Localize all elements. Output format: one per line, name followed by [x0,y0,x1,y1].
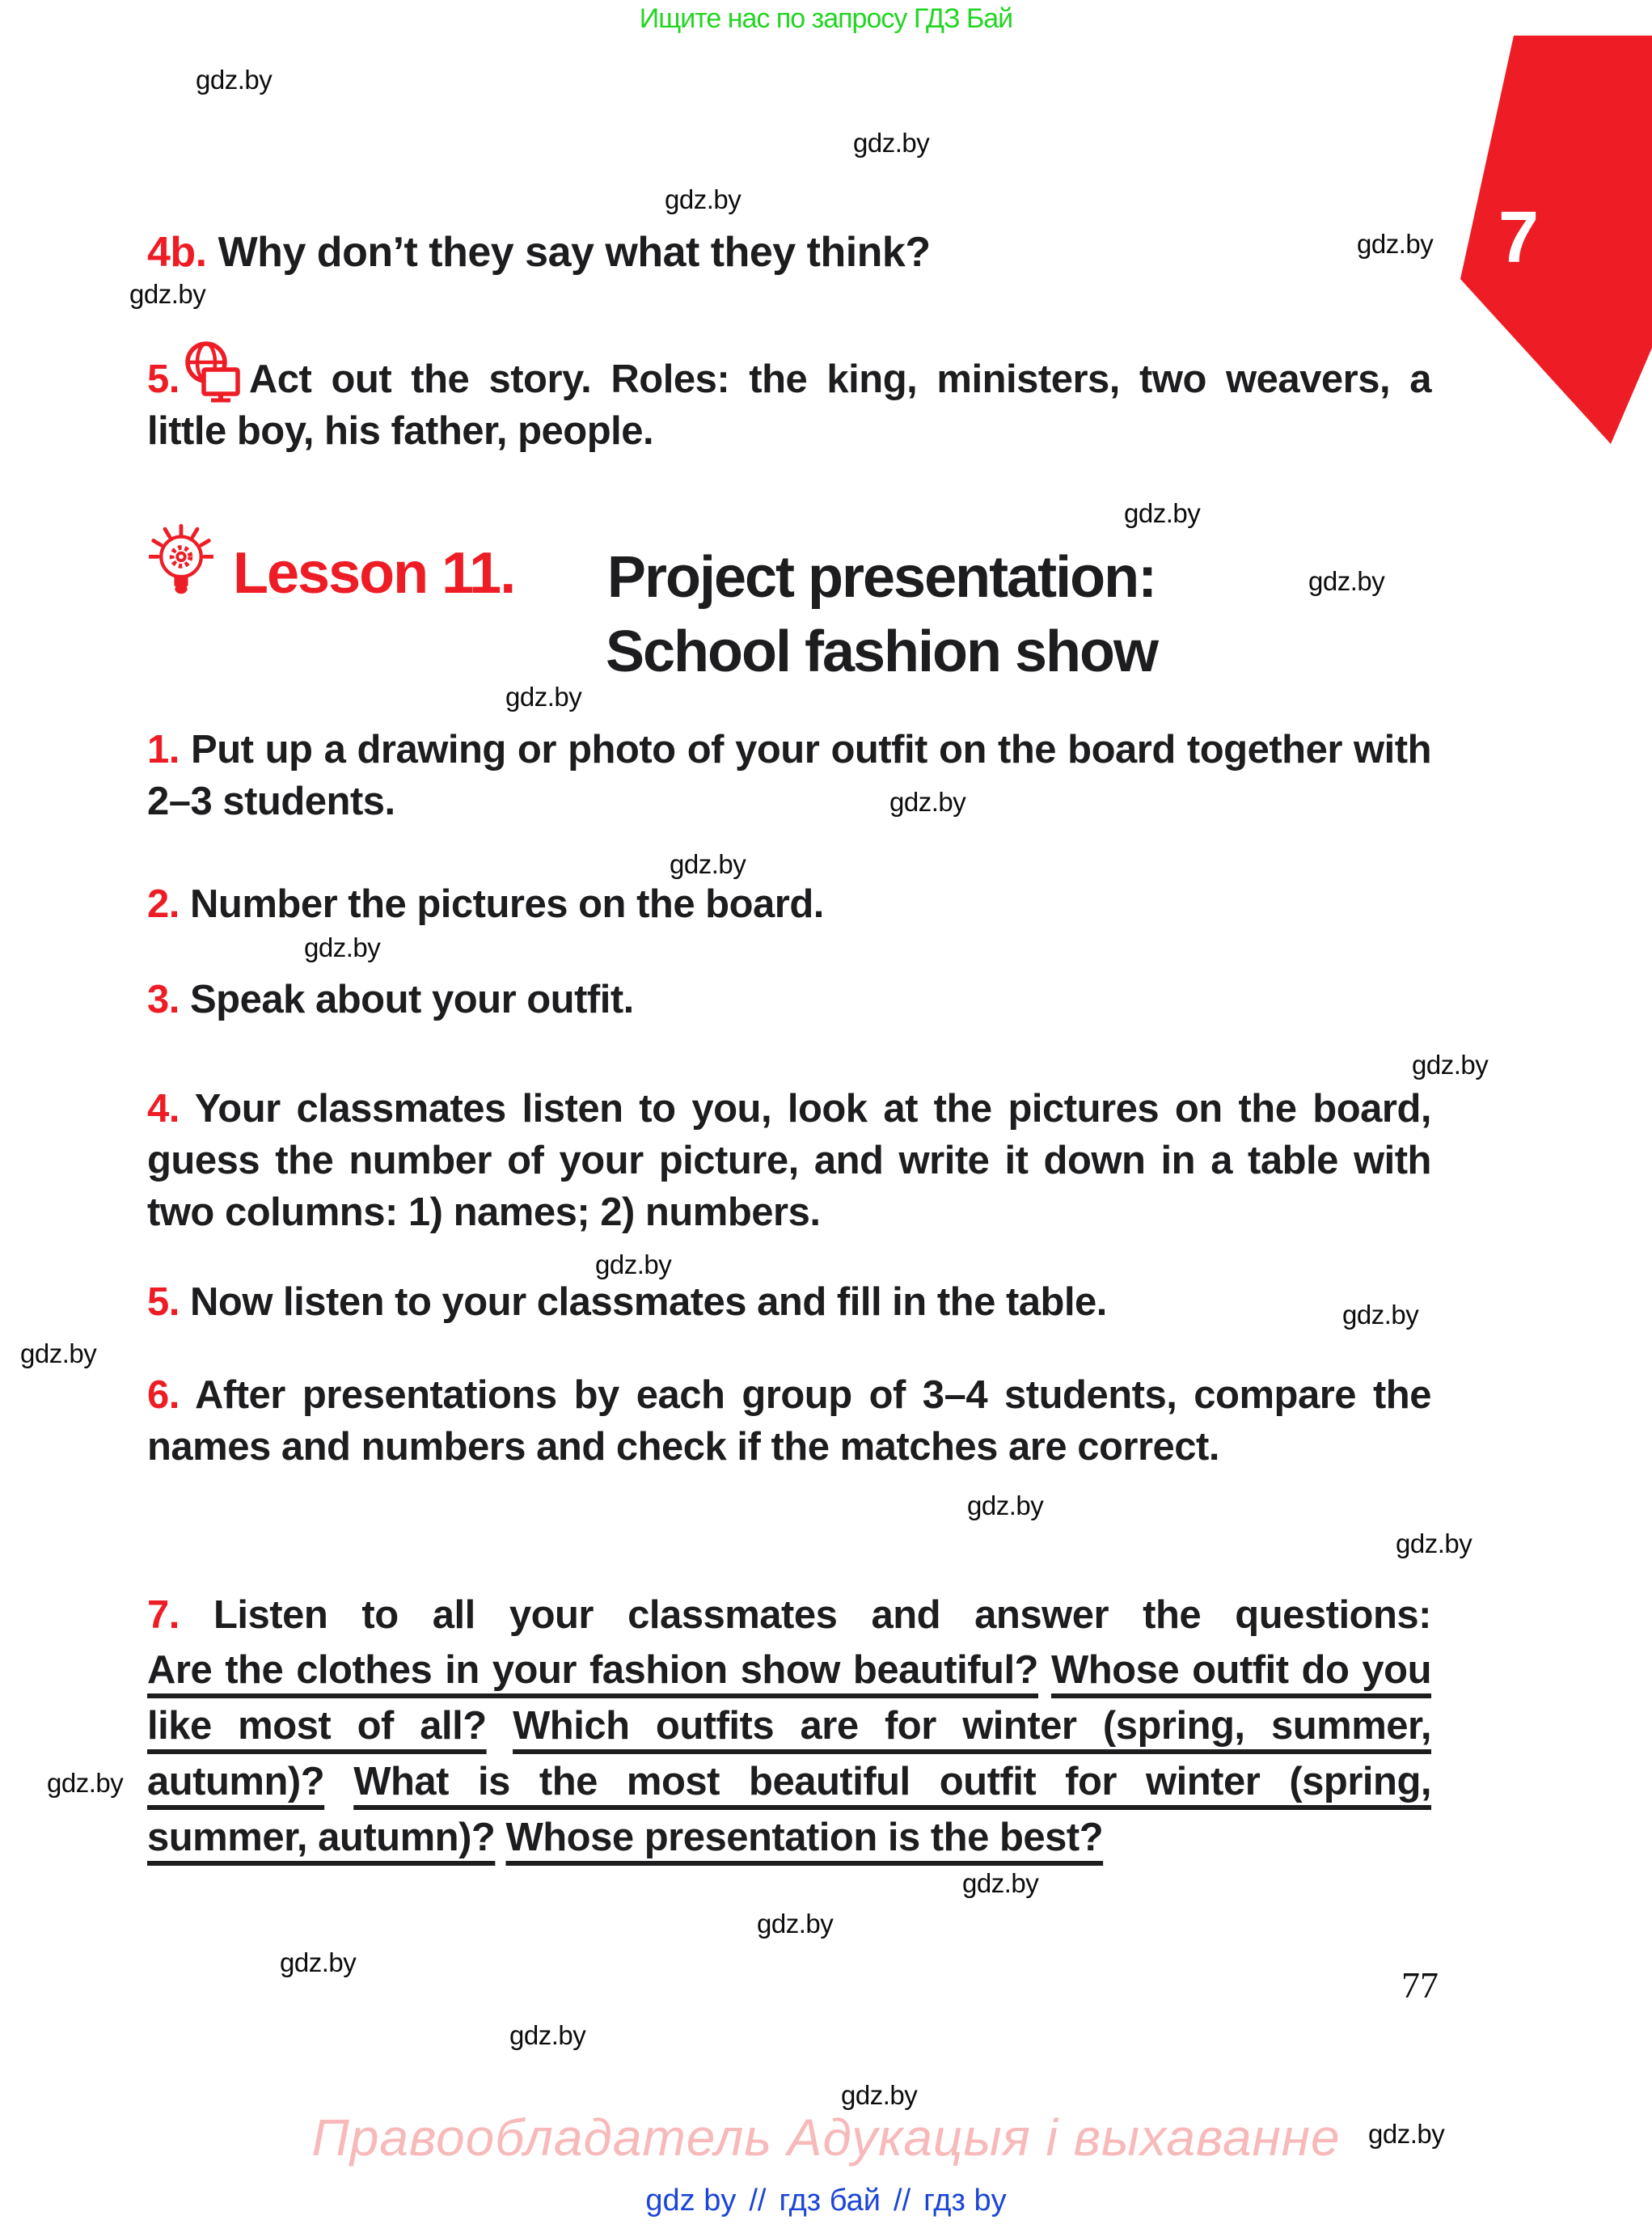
exercise-4b-heading [147,226,1434,278]
lesson-title [534,540,1229,689]
idea-lightbulb-icon [149,524,213,603]
question-underlined: Which outfits are for winter (spring, summer, autumn)? [147,1704,1431,1803]
link-separator: // [749,2184,767,2218]
gdz-watermark: gdz.by [509,2020,586,2050]
gdz-watermark: gdz.by [1124,498,1201,528]
top-search-hint: Ищите нас по запросу ГДЗ Бай [639,3,1013,34]
task-intro-text: Listen to all your classmates and answer the questions: [213,1593,1431,1637]
chapter-tab [1460,36,1652,444]
gdz-watermark: gdz.by [280,1947,357,1977]
footer-link-gdz-by[interactable]: gdz by [645,2184,737,2218]
task-item-4 [147,1083,1431,1238]
lesson-title-line2: School fashion show [605,619,1158,684]
task-number: 7. [147,1593,180,1637]
globe-monitor-icon [184,340,241,405]
exercise-heading-text: Why don’t they say what they think? [218,229,931,276]
question-underlined: Whose presentation is the best? [505,1816,1104,1859]
gdz-watermark: gdz.by [47,1768,124,1798]
task-number: 5. [147,1280,180,1324]
lesson-title-line1: Project presentation: [606,545,1156,610]
task-item-3 [147,974,1431,1025]
task-text: Put up a drawing or photo of your outfit on the board together with 2–3 students. [147,728,1431,823]
gdz-watermark: gdz.by [889,787,966,817]
gdz-watermark: gdz.by [757,1909,834,1939]
footer-link-gdz-by2[interactable]: гдз by [923,2184,1007,2218]
question-underlined: Whose outfit do you like most of all? [147,1648,1432,1748]
exercise-act-out [147,340,1431,457]
task-item-7-intro [147,1589,1431,1641]
page-number: 77 [1401,1964,1439,2006]
gdz-watermark: gdz.by [962,1868,1039,1898]
link-separator: // [894,2184,911,2218]
task-number: 3. [147,978,180,1021]
lesson-label: Lesson 11. [233,541,515,606]
gdz-watermark: gdz.by [196,65,273,95]
gdz-watermark: gdz.by [595,1249,672,1279]
gdz-watermark: gdz.by [1308,566,1385,596]
footer-links [0,2184,1652,2218]
task-item-1 [147,724,1431,827]
footer-link-gdz-bai[interactable]: гдз бай [779,2184,881,2218]
chapter-number: 7 [1498,197,1540,278]
question-underlined: What is the most beautiful outfit for winter (spring, summer, autumn)? [147,1760,1431,1859]
gdz-watermark: gdz.by [1342,1300,1419,1330]
gdz-watermark: gdz.by [1368,2119,1445,2149]
gdz-watermark: gdz.by [20,1338,97,1368]
gdz-watermark: gdz.by [1357,229,1434,259]
task-text: After presentations by each group of 3–4 students, compare the names and numbers and check if the matches are correct. [147,1373,1431,1469]
chapter-tab-shape [1460,36,1652,444]
task-item-6 [147,1369,1431,1473]
gdz-watermark: gdz.by [853,128,930,158]
gdz-watermark: gdz.by [505,682,582,712]
gdz-watermark: gdz.by [841,2080,918,2110]
copyright-notice: Правообладатель Адукацыя і выхаванне [311,2108,1341,2167]
task-number: 2. [147,882,180,926]
task-number: 4. [147,1087,180,1131]
task-text: Number the pictures on the board. [190,882,824,926]
gdz-watermark: gdz.by [1412,1050,1489,1080]
task-text: Your classmates listen to you, look at the pictures on the board, guess the number of your picture, and write it down in a table with two columns: 1) names; 2) numbers. [147,1087,1431,1234]
exercise-number: 4b. [147,229,207,276]
task-number: 6. [147,1373,180,1417]
gdz-watermark: gdz.by [129,279,206,309]
question-underlined: Are the clothes in your fashion show beautiful? [147,1648,1038,1692]
task-number: 1. [147,728,180,772]
exercise-text: Act out the story. Roles: the king, ministers, two weavers, a little boy, his father, people. [147,357,1431,453]
gdz-watermark: gdz.by [304,932,381,962]
task-item-2 [147,878,1431,930]
task-text: Now listen to your classmates and fill in the table. [190,1280,1107,1324]
task-text: Speak about your outfit. [190,978,634,1021]
task-item-5 [147,1276,1431,1328]
gdz-watermark: gdz.by [1396,1528,1472,1558]
exercise-number: 5. [147,357,180,401]
task-item-7-questions [147,1643,1431,1866]
gdz-watermark: gdz.by [665,184,741,214]
gdz-watermark: gdz.by [670,849,746,879]
gdz-watermark: gdz.by [967,1490,1044,1520]
